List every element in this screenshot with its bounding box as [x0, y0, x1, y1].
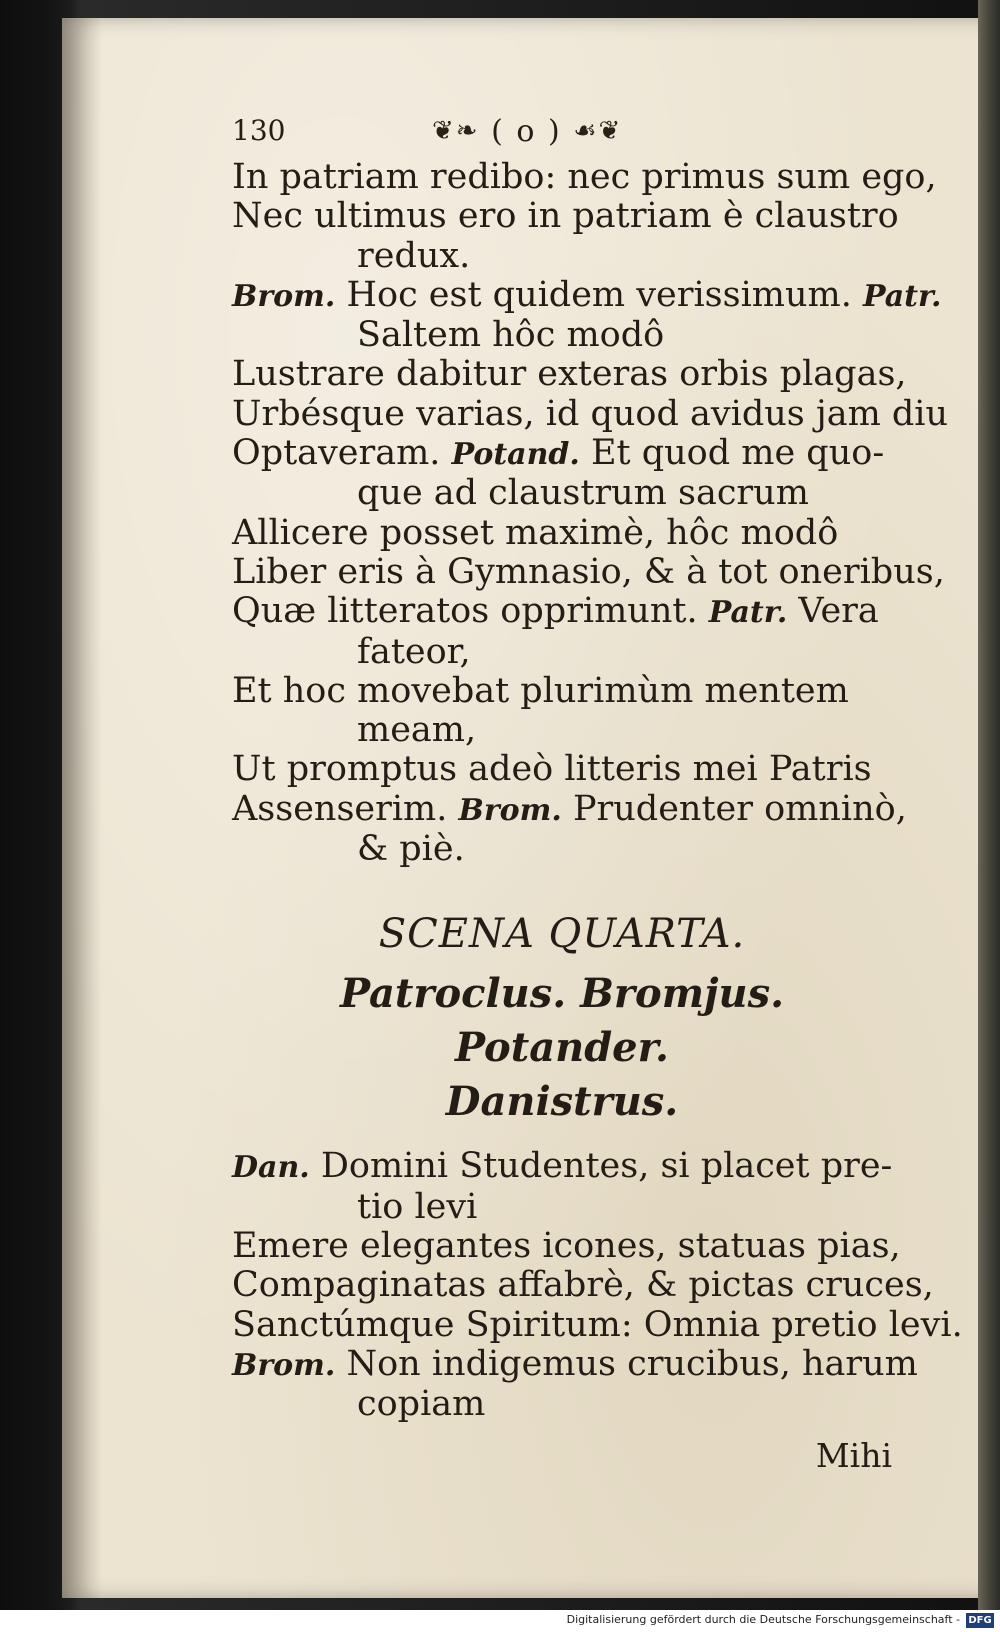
verse-text: Prudenter omninò,	[561, 788, 907, 829]
cast-line: Patroclus. Bromjus. Potander.	[339, 970, 785, 1072]
verse-text: Vera	[787, 591, 879, 632]
text-line	[232, 1225, 901, 1266]
speaker-name: Patr.	[862, 278, 942, 314]
gutter-shadow	[62, 18, 102, 1598]
verse-text: que ad claustrum sacrum	[357, 473, 809, 514]
page-number: 130	[232, 114, 286, 147]
verse-text: Et quod me quo-	[579, 433, 885, 474]
verse-block-1	[232, 157, 949, 870]
speaker-name: Potand.	[451, 437, 580, 473]
text-line	[232, 157, 937, 197]
page-edge	[978, 0, 1000, 1610]
fleuron-ornament-icon: ☙❦	[573, 116, 623, 146]
verse-text: Urbésque varias, id quod avidus jam diu	[232, 393, 949, 434]
text-line	[232, 788, 907, 830]
text-line	[232, 354, 907, 395]
verse-text: redux.	[357, 235, 471, 276]
text-line	[232, 434, 892, 474]
text-line	[232, 551, 945, 592]
verse-block-2	[232, 1146, 963, 1425]
verse-text: & piè.	[357, 829, 465, 870]
speaker-name: Brom.	[458, 792, 562, 828]
speaker-name: Dan.	[232, 1150, 310, 1186]
text-line	[232, 750, 892, 789]
speaker-name: Brom.	[232, 278, 336, 314]
text-line	[232, 196, 899, 237]
verse-text: Lustrare dabitur exteras orbis plagas,	[232, 354, 907, 395]
cast-list	[232, 967, 892, 1129]
text-line	[232, 1265, 934, 1306]
verse-text: Hoc est quidem verissimum.	[335, 274, 863, 315]
verse-text: In patriam redibo: nec primus sum ego,	[232, 157, 937, 197]
text-line	[232, 633, 892, 672]
verse-text: Ut promptus adeò litteris mei Patris	[232, 749, 872, 790]
text-line	[232, 1188, 892, 1227]
verse-text: Liber eris à Gymnasio, & à tot oneribus,	[232, 551, 945, 592]
text-line	[232, 393, 949, 434]
text-line	[232, 592, 892, 632]
verse-text: Compaginatas affabrè, & pictas cruces,	[232, 1265, 934, 1306]
verse-text: tio levi	[357, 1186, 478, 1227]
text-line	[232, 274, 942, 316]
text-line	[232, 1343, 918, 1385]
verse-text: fateor,	[357, 631, 471, 672]
verse-text: Et hoc movebat plurimùm mentem	[232, 670, 849, 711]
text-line	[232, 711, 892, 750]
verse-text: copiam	[357, 1384, 486, 1425]
text-line	[232, 474, 892, 513]
verse-text: Saltem hôc modô	[357, 315, 665, 356]
cast-line: Danistrus.	[445, 1078, 679, 1126]
verse-text: Non indigemus crucibus, harum	[335, 1343, 918, 1384]
verse-text: Nec ultimus ero in patriam è claustro	[232, 196, 899, 237]
verse-text: Assenserim.	[232, 788, 459, 829]
dfg-logo: DFG	[966, 1613, 994, 1628]
catchword: Mihi	[815, 1436, 892, 1476]
fleuron-ornament-icon: ❦❧	[432, 116, 480, 146]
speaker-name: Patr.	[708, 595, 788, 631]
verse-text: Quæ litteratos opprimunt.	[232, 591, 709, 632]
speaker-name: Brom.	[232, 1347, 336, 1383]
verse-text: meam,	[357, 710, 477, 751]
verse-text: Emere elegantes icones, statuas pias,	[232, 1225, 901, 1266]
text-line	[232, 830, 892, 869]
digitization-credit: Digitalisierung gefördert durch die Deutsche Forschungsgemeinschaft -	[566, 1613, 960, 1626]
running-head-mark: ( o )	[491, 114, 562, 149]
text-line	[232, 1385, 892, 1424]
verse-text: Domini Studentes, si placet pre-	[309, 1146, 893, 1187]
page-text	[232, 114, 963, 1476]
text-line	[232, 672, 892, 711]
verse-text: Allicere posset maximè, hôc modô	[232, 512, 839, 553]
text-line	[232, 1147, 892, 1187]
scene-title: SCENA QUARTA.	[378, 911, 746, 958]
text-line	[232, 316, 892, 355]
page-header	[232, 114, 892, 158]
text-line	[232, 514, 892, 553]
text-line	[232, 1304, 963, 1345]
verse-text: Sanctúmque Spiritum: Omnia pretio levi.	[232, 1304, 963, 1345]
running-head	[432, 114, 622, 149]
verse-text: Optaveram.	[232, 433, 452, 474]
text-line	[232, 237, 892, 276]
